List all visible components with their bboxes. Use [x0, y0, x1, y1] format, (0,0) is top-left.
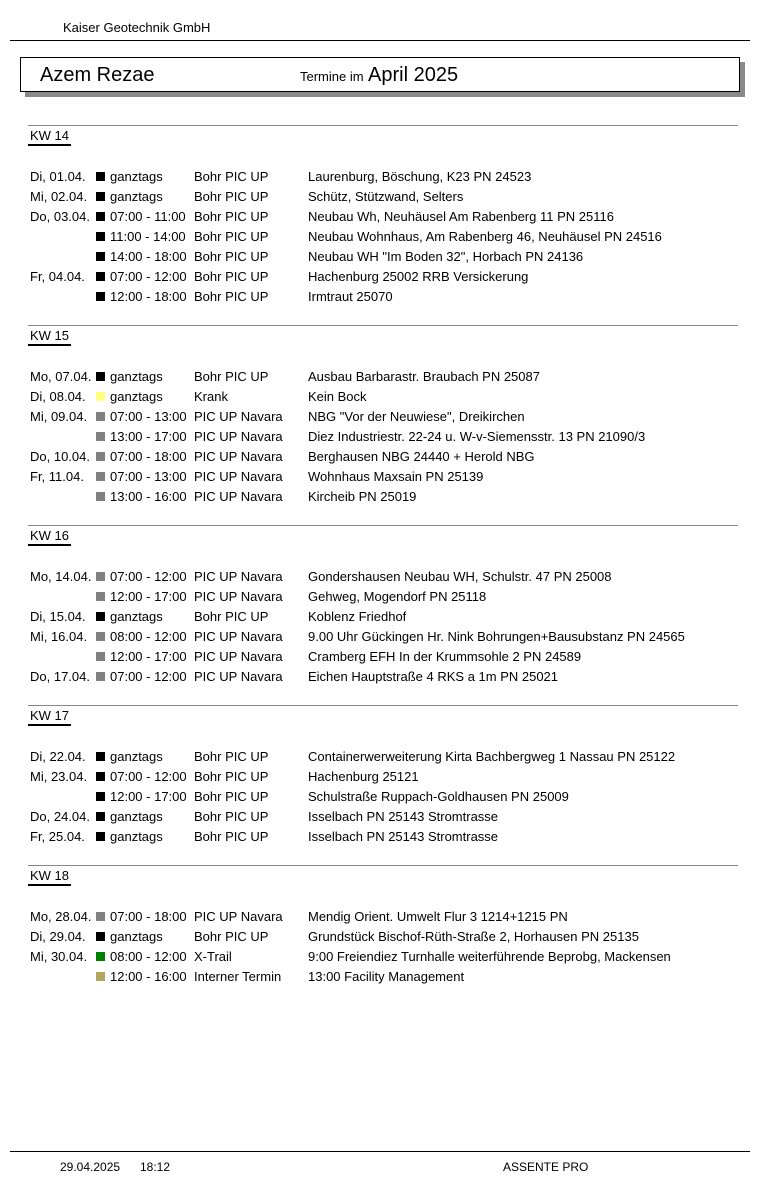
appointment-date: Mi, 09.04. — [30, 409, 88, 424]
appointment-resource: PIC UP Navara — [194, 629, 283, 644]
category-color-square-icon — [96, 192, 105, 201]
appointment-row[interactable] — [28, 367, 738, 387]
category-color-square-icon — [96, 632, 105, 641]
appointment-row[interactable] — [28, 467, 738, 487]
appointment-resource: PIC UP Navara — [194, 569, 283, 584]
appointment-resource: Bohr PIC UP — [194, 929, 269, 944]
appointment-date: Mo, 28.04. — [30, 909, 92, 924]
appointment-time: 07:00 - 12:00 — [110, 769, 187, 784]
appointment-date: Mi, 30.04. — [30, 949, 88, 964]
appointment-row[interactable] — [28, 807, 738, 827]
appointment-date: Fr, 11.04. — [30, 469, 84, 484]
category-color-square-icon — [96, 452, 105, 461]
category-color-square-icon — [96, 652, 105, 661]
appointment-time: 07:00 - 13:00 — [110, 469, 187, 484]
appointment-row[interactable] — [28, 447, 738, 467]
appointment-row[interactable] — [28, 427, 738, 447]
appointment-row[interactable] — [28, 827, 738, 847]
appointment-resource: PIC UP Navara — [194, 649, 283, 664]
appointment-description: Neubau Wh, Neuhäusel Am Rabenberg 11 PN 25116 — [308, 209, 614, 224]
appointment-date: Mo, 07.04. — [30, 369, 92, 384]
appointment-row[interactable] — [28, 627, 738, 647]
week-section — [28, 865, 738, 987]
appointment-date: Do, 17.04. — [30, 669, 90, 684]
appointment-description: Schulstraße Ruppach-Goldhausen PN 25009 — [308, 789, 569, 804]
category-color-square-icon — [96, 392, 105, 401]
week-divider — [28, 525, 738, 526]
appointment-description: Containerwerweiterung Kirta Bachbergweg 1 Nassau PN 25122 — [308, 749, 676, 764]
appointment-resource: Bohr PIC UP — [194, 809, 269, 824]
appointment-time: ganztags — [110, 609, 163, 624]
appointment-description: Eichen Hauptstraße 4 RKS a 1m PN 25021 — [308, 669, 559, 684]
category-color-square-icon — [96, 972, 105, 981]
category-color-square-icon — [96, 932, 105, 941]
appointment-list — [28, 907, 738, 987]
period-title — [300, 64, 458, 87]
week-section — [28, 525, 738, 687]
appointment-date: Di, 15.04. — [30, 609, 86, 624]
category-color-square-icon — [96, 292, 105, 301]
category-color-square-icon — [96, 492, 105, 501]
appointment-time: 12:00 - 17:00 — [110, 589, 187, 604]
week-divider — [28, 865, 738, 866]
appointment-row[interactable] — [28, 767, 738, 787]
appointment-resource: Bohr PIC UP — [194, 289, 269, 304]
category-color-square-icon — [96, 412, 105, 421]
appointment-row[interactable] — [28, 607, 738, 627]
person-name: Azem Rezae — [40, 64, 155, 86]
week-section — [28, 705, 738, 847]
appointment-row[interactable] — [28, 247, 738, 267]
appointment-time: 12:00 - 18:00 — [110, 289, 187, 304]
company-name: Kaiser Geotechnik GmbH — [63, 20, 211, 35]
appointment-row[interactable] — [28, 567, 738, 587]
week-label: KW 14 — [28, 128, 71, 146]
appointment-date: Do, 03.04. — [30, 209, 90, 224]
appointment-time: ganztags — [110, 189, 163, 204]
appointment-description: Berghausen NBG 24440 + Herold NBG — [308, 449, 535, 464]
appointment-resource: Interner Termin — [194, 969, 282, 984]
appointment-description: Cramberg EFH In der Krummsohle 2 PN 24589 — [308, 649, 582, 664]
category-color-square-icon — [96, 592, 105, 601]
appointment-time: 14:00 - 18:00 — [110, 249, 187, 264]
category-color-square-icon — [96, 772, 105, 781]
appointment-resource: Bohr PIC UP — [194, 749, 269, 764]
appointment-date: Mi, 16.04. — [30, 629, 88, 644]
week-divider — [28, 705, 738, 706]
appointment-time: ganztags — [110, 169, 163, 184]
appointment-date: Do, 24.04. — [30, 809, 90, 824]
appointment-description: Wohnhaus Maxsain PN 25139 — [308, 469, 484, 484]
appointment-time: ganztags — [110, 749, 163, 764]
appointment-time: 08:00 - 12:00 — [110, 949, 187, 964]
category-color-square-icon — [96, 832, 105, 841]
appointment-time: ganztags — [110, 829, 163, 844]
appointment-time: 07:00 - 18:00 — [110, 449, 187, 464]
appointment-description: Neubau Wohnhaus, Am Rabenberg 46, Neuhäusel PN 24516 — [308, 229, 662, 244]
period-month: April 2025 — [368, 64, 459, 86]
appointment-date: Di, 22.04. — [30, 749, 86, 764]
category-color-square-icon — [96, 752, 105, 761]
appointment-resource: Bohr PIC UP — [194, 269, 269, 284]
appointment-description: 9.00 Uhr Gückingen Hr. Nink Bohrungen+Bausubstanz PN 24565 — [308, 629, 685, 644]
appointment-time: ganztags — [110, 929, 163, 944]
category-color-square-icon — [96, 172, 105, 181]
appointment-time: 11:00 - 14:00 — [110, 229, 186, 244]
appointment-description: Laurenburg, Böschung, K23 PN 24523 — [308, 169, 532, 184]
appointment-row[interactable] — [28, 207, 738, 227]
appointment-row[interactable] — [28, 967, 738, 987]
appointment-description: Kircheib PN 25019 — [308, 489, 417, 504]
appointment-row[interactable] — [28, 167, 738, 187]
appointment-row[interactable] — [28, 927, 738, 947]
appointment-list — [28, 747, 738, 847]
appointment-resource: Bohr PIC UP — [194, 169, 269, 184]
week-label: KW 16 — [28, 528, 71, 546]
appointment-time: ganztags — [110, 809, 163, 824]
appointment-row[interactable] — [28, 787, 738, 807]
appointment-description: Gehweg, Mogendorf PN 25118 — [308, 589, 487, 604]
appointment-list — [28, 167, 738, 307]
appointment-row[interactable] — [28, 747, 738, 767]
appointment-time: ganztags — [110, 389, 163, 404]
appointment-date: Do, 10.04. — [30, 449, 90, 464]
category-color-square-icon — [96, 812, 105, 821]
appointment-description: Kein Bock — [308, 389, 367, 404]
top-divider — [10, 40, 750, 41]
appointment-row[interactable] — [28, 667, 738, 687]
appointment-resource: Bohr PIC UP — [194, 229, 269, 244]
appointment-resource: PIC UP Navara — [194, 409, 283, 424]
appointment-resource: PIC UP Navara — [194, 489, 283, 504]
appointment-date: Fr, 25.04. — [30, 829, 85, 844]
category-color-square-icon — [96, 952, 105, 961]
appointment-list — [28, 567, 738, 687]
appointment-resource: PIC UP Navara — [194, 909, 283, 924]
appointment-description: Koblenz Friedhof — [308, 609, 407, 624]
appointment-time: 13:00 - 16:00 — [110, 489, 187, 504]
appointment-time: 07:00 - 12:00 — [110, 269, 187, 284]
appointment-time: ganztags — [110, 369, 163, 384]
appointment-date: Di, 29.04. — [30, 929, 86, 944]
appointment-resource: Bohr PIC UP — [194, 249, 269, 264]
appointment-resource: Bohr PIC UP — [194, 769, 269, 784]
appointment-description: Mendig Orient. Umwelt Flur 3 1214+1215 PN — [308, 909, 568, 924]
category-color-square-icon — [96, 372, 105, 381]
appointment-time: 13:00 - 17:00 — [110, 429, 187, 444]
appointment-date: Di, 08.04. — [30, 389, 86, 404]
appointment-description: Hachenburg 25002 RRB Versickerung — [308, 269, 529, 284]
category-color-square-icon — [96, 432, 105, 441]
category-color-square-icon — [96, 252, 105, 261]
week-divider — [28, 125, 738, 126]
appointment-date: Mi, 02.04. — [30, 189, 88, 204]
appointment-resource: PIC UP Navara — [194, 469, 283, 484]
appointment-row[interactable] — [28, 947, 738, 967]
appointment-date: Mo, 14.04. — [30, 569, 92, 584]
category-color-square-icon — [96, 212, 105, 221]
appointment-description: NBG "Vor der Neuwiese", Dreikirchen — [308, 409, 525, 424]
appointment-row[interactable] — [28, 907, 738, 927]
appointment-row[interactable] — [28, 647, 738, 667]
category-color-square-icon — [96, 472, 105, 481]
category-color-square-icon — [96, 572, 105, 581]
week-section — [28, 125, 738, 307]
appointment-resource: PIC UP Navara — [194, 669, 283, 684]
appointment-row[interactable] — [28, 387, 738, 407]
category-color-square-icon — [96, 232, 105, 241]
appointment-resource: Bohr PIC UP — [194, 189, 269, 204]
week-label: KW 18 — [28, 868, 71, 886]
appointment-description: 9:00 Freiendiez Turnhalle weiterführende Beprobg, Mackensen — [308, 949, 671, 964]
appointment-date: Fr, 04.04. — [30, 269, 85, 284]
appointment-description: Hachenburg 25121 — [308, 769, 419, 784]
footer-date: 29.04.2025 — [60, 1160, 121, 1174]
title-box — [20, 57, 740, 92]
appointment-row[interactable] — [28, 267, 738, 287]
week-divider — [28, 325, 738, 326]
appointment-row[interactable] — [28, 407, 738, 427]
appointment-row[interactable] — [28, 287, 738, 307]
appointment-time: 07:00 - 13:00 — [110, 409, 187, 424]
appointment-resource: Bohr PIC UP — [194, 829, 269, 844]
appointment-date: Di, 01.04. — [30, 169, 86, 184]
period-prefix: Termine im — [300, 69, 364, 84]
appointment-resource: Bohr PIC UP — [194, 609, 269, 624]
appointment-time: 08:00 - 12:00 — [110, 629, 187, 644]
appointment-resource: PIC UP Navara — [194, 589, 283, 604]
appointment-description: Grundstück Bischof-Rüth-Straße 2, Horhausen PN 25135 — [308, 929, 639, 944]
appointment-row[interactable] — [28, 587, 738, 607]
appointment-resource: Krank — [194, 389, 228, 404]
footer-app: ASSENTE PRO — [503, 1160, 589, 1174]
appointment-time: 07:00 - 11:00 — [110, 209, 186, 224]
appointment-resource: PIC UP Navara — [194, 449, 283, 464]
appointment-row[interactable] — [28, 187, 738, 207]
appointment-resource: Bohr PIC UP — [194, 209, 269, 224]
appointment-description: Isselbach PN 25143 Stromtrasse — [308, 809, 499, 824]
appointment-description: Schütz, Stützwand, Selters — [308, 189, 464, 204]
appointment-description: Diez Industriestr. 22-24 u. W-v-Siemensstr. 13 PN 21090/3 — [308, 429, 646, 444]
appointment-description: Gondershausen Neubau WH, Schulstr. 47 PN 25008 — [308, 569, 612, 584]
week-label: KW 15 — [28, 328, 71, 346]
appointment-time: 12:00 - 16:00 — [110, 969, 187, 984]
appointment-time: 07:00 - 18:00 — [110, 909, 187, 924]
appointment-row[interactable] — [28, 487, 738, 507]
footer-time: 18:12 — [140, 1160, 171, 1174]
appointment-resource: Bohr PIC UP — [194, 369, 269, 384]
appointment-list — [28, 367, 738, 507]
appointment-time: 07:00 - 12:00 — [110, 569, 187, 584]
week-label: KW 17 — [28, 708, 71, 726]
category-color-square-icon — [96, 612, 105, 621]
appointment-date: Mi, 23.04. — [30, 769, 88, 784]
appointment-description: Ausbau Barbarastr. Braubach PN 25087 — [308, 369, 540, 384]
category-color-square-icon — [96, 912, 105, 921]
category-color-square-icon — [96, 272, 105, 281]
category-color-square-icon — [96, 792, 105, 801]
appointment-resource: PIC UP Navara — [194, 429, 283, 444]
category-color-square-icon — [96, 672, 105, 681]
appointment-description: 13:00 Facility Management — [308, 969, 465, 984]
appointment-row[interactable] — [28, 227, 738, 247]
bottom-divider — [10, 1151, 750, 1152]
appointment-time: 12:00 - 17:00 — [110, 789, 187, 804]
appointment-description: Isselbach PN 25143 Stromtrasse — [308, 829, 499, 844]
appointment-description: Irmtraut 25070 — [308, 289, 393, 304]
appointment-resource: Bohr PIC UP — [194, 789, 269, 804]
appointment-resource: X-Trail — [194, 949, 232, 964]
week-section — [28, 325, 738, 507]
appointment-time: 12:00 - 17:00 — [110, 649, 187, 664]
appointment-description: Neubau WH "Im Boden 32", Horbach PN 24136 — [308, 249, 584, 264]
appointment-time: 07:00 - 12:00 — [110, 669, 187, 684]
